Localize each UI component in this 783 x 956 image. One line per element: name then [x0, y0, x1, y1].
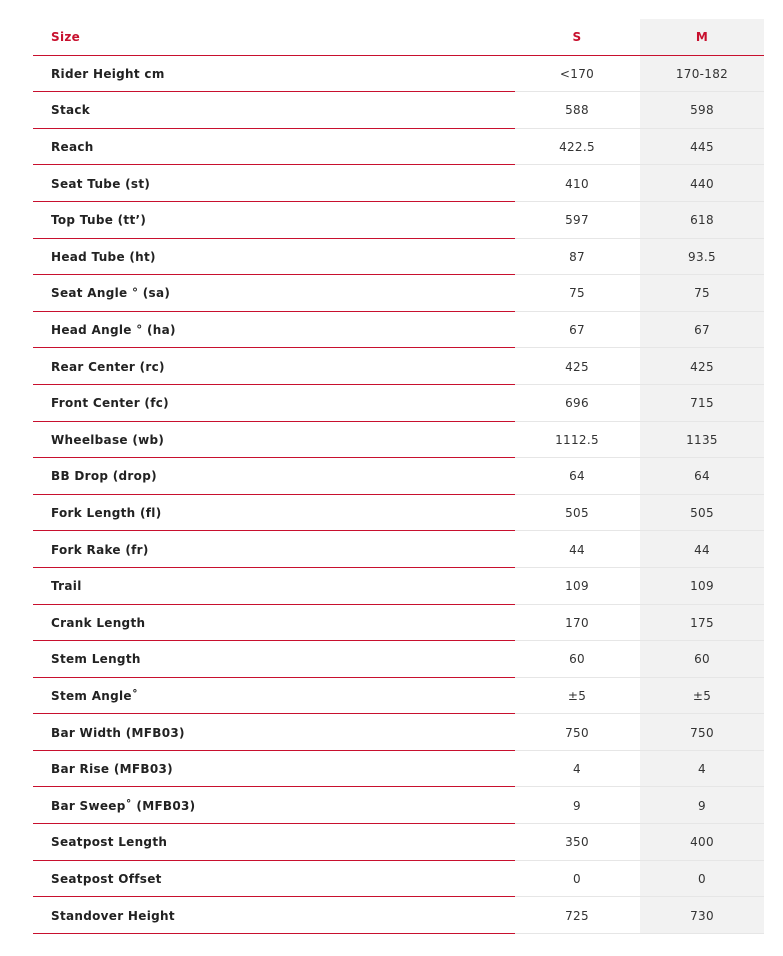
table-header-row: [33, 19, 764, 56]
size-m-value: 400: [690, 835, 714, 850]
table-row: [33, 678, 764, 715]
size-m-header[interactable]: M: [695, 30, 709, 45]
size-m-value: 9: [698, 798, 706, 813]
size-s-value: 725: [565, 908, 589, 923]
table-row: [33, 568, 764, 605]
table-row: [33, 824, 764, 861]
size-s-value: 44: [569, 542, 585, 557]
table-row: [33, 751, 764, 788]
size-s-value: 696: [565, 396, 589, 411]
size-m-value: 445: [690, 140, 714, 155]
table-row: [33, 641, 764, 678]
size-m-value: 598: [690, 103, 714, 118]
geometry-table: [33, 19, 764, 934]
row-label: Fork Length (fl): [51, 506, 162, 521]
row-label: Bar Width (MFB03): [51, 725, 185, 740]
row-label: Head Tube (ht): [51, 249, 156, 264]
size-m-value: 750: [690, 725, 714, 740]
row-label: Wheelbase (wb): [51, 432, 165, 447]
row-label: Stem Angle˚: [51, 688, 139, 703]
size-m-value: 64: [694, 469, 710, 484]
row-label: Rear Center (rc): [51, 359, 165, 374]
table-row: [33, 239, 764, 276]
row-label: Seat Angle ° (sa): [51, 286, 171, 301]
table-row: [33, 422, 764, 459]
size-s-value: <170: [559, 66, 595, 81]
size-m-value: ±5: [692, 688, 712, 703]
row-label: Stem Length: [51, 652, 141, 667]
row-label: Standover Height: [51, 908, 175, 923]
size-s-value: 597: [565, 213, 589, 228]
row-label: Crank Length: [51, 615, 146, 630]
table-row: [33, 348, 764, 385]
table-row: [33, 56, 764, 93]
size-m-value: 170-182: [675, 66, 729, 81]
size-s-value: 75: [569, 286, 585, 301]
size-m-value: 715: [690, 396, 714, 411]
size-s-value: 170: [565, 615, 589, 630]
size-m-value: 4: [698, 762, 706, 777]
row-label: Head Angle ° (ha): [51, 323, 176, 338]
size-m-value: 93.5: [688, 249, 716, 264]
row-label: Rider Height cm: [51, 66, 165, 81]
table-row: [33, 787, 764, 824]
row-label: Bar Sweep˚ (MFB03): [51, 798, 196, 813]
table-row: [33, 714, 764, 751]
table-row: [33, 275, 764, 312]
size-header-label: Size: [51, 30, 81, 45]
row-label: BB Drop (drop): [51, 469, 157, 484]
size-s-value: 60: [569, 652, 585, 667]
size-m-value: 730: [690, 908, 714, 923]
size-m-value: 618: [690, 213, 714, 228]
size-m-value: 109: [690, 579, 714, 594]
size-s-value: 588: [565, 103, 589, 118]
table-row: [33, 605, 764, 642]
size-s-value: 87: [569, 249, 585, 264]
table-row: [33, 861, 764, 898]
size-s-value: 4: [573, 762, 581, 777]
table-row: [33, 202, 764, 239]
size-m-value: 60: [694, 652, 710, 667]
row-label: Seat Tube (st): [51, 176, 151, 191]
row-divider-light: [515, 933, 764, 934]
size-s-value: 422.5: [559, 140, 595, 155]
size-s-value: 410: [565, 176, 589, 191]
size-s-value: 109: [565, 579, 589, 594]
table-row: [33, 531, 764, 568]
row-label: Reach: [51, 140, 94, 155]
row-label: Front Center (fc): [51, 396, 169, 411]
size-m-value: 440: [690, 176, 714, 191]
size-s-value: ±5: [567, 688, 587, 703]
size-m-value: 425: [690, 359, 714, 374]
table-row: [33, 312, 764, 349]
size-s-value: 505: [565, 506, 589, 521]
table-row: [33, 897, 764, 934]
size-s-value: 1112.5: [555, 432, 599, 447]
size-s-value: 64: [569, 469, 585, 484]
table-row: [33, 165, 764, 202]
table-row: [33, 92, 764, 129]
size-s-value: 425: [565, 359, 589, 374]
size-s-value: 350: [565, 835, 589, 850]
size-s-header[interactable]: S: [572, 30, 582, 45]
table-row: [33, 458, 764, 495]
size-s-value: 67: [569, 323, 585, 338]
size-s-value: 0: [573, 871, 581, 886]
row-label: Bar Rise (MFB03): [51, 762, 173, 777]
table-row: [33, 385, 764, 422]
row-label: Trail: [51, 579, 82, 594]
row-label: Top Tube (tt’): [51, 213, 147, 228]
size-m-value: 505: [690, 506, 714, 521]
size-m-value: 67: [694, 323, 710, 338]
size-s-value: 750: [565, 725, 589, 740]
size-m-value: 175: [690, 615, 714, 630]
row-label: Seatpost Length: [51, 835, 168, 850]
row-label: Fork Rake (fr): [51, 542, 149, 557]
size-m-value: 0: [698, 871, 706, 886]
row-label: Stack: [51, 103, 91, 118]
size-m-value: 75: [694, 286, 710, 301]
row-label: Seatpost Offset: [51, 871, 162, 886]
row-divider: [33, 933, 515, 934]
table-row: [33, 129, 764, 166]
table-row: [33, 495, 764, 532]
size-m-value: 44: [694, 542, 710, 557]
size-s-value: 9: [573, 798, 581, 813]
size-m-value: 1135: [686, 432, 718, 447]
